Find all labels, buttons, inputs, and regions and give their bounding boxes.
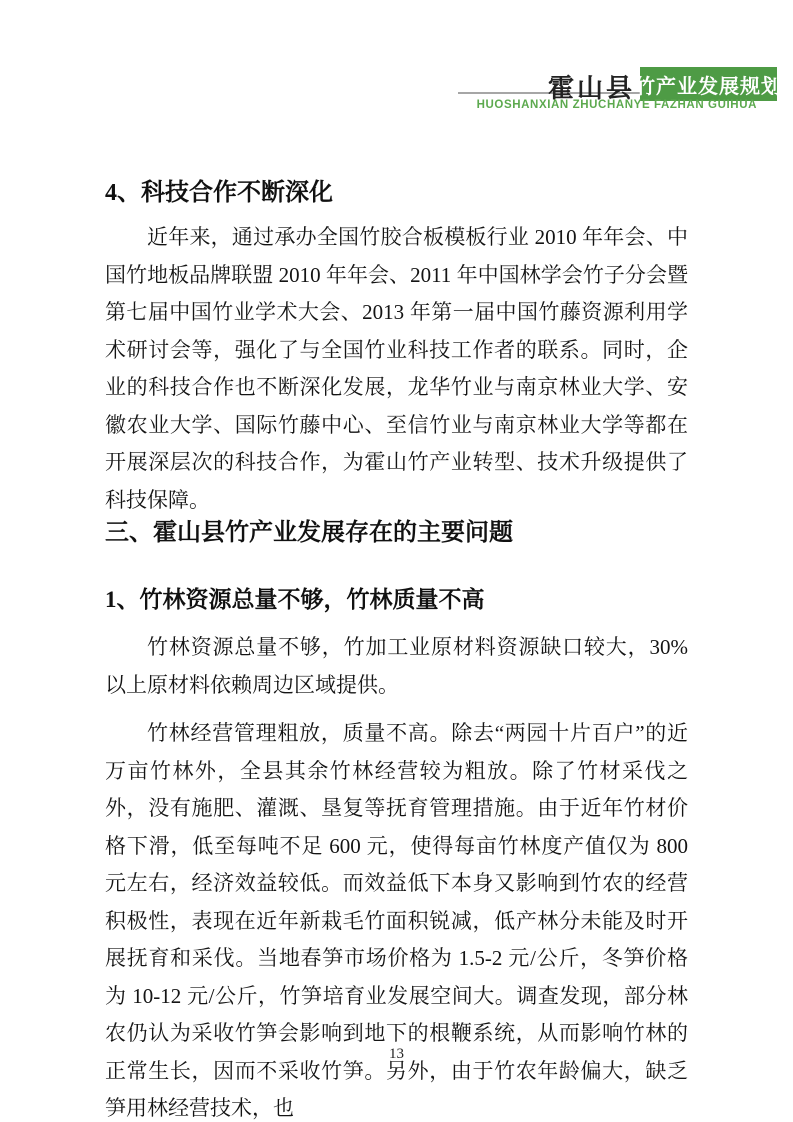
county-name: 霍山县: [547, 74, 635, 103]
heading-resource-shortage: 1、竹林资源总量不够，竹林质量不高: [105, 587, 485, 612]
paragraph-resource-shortage: 竹林资源总量不够，竹加工业原材料资源缺口较大，30%以上原材料依赖周边区域提供。: [105, 635, 688, 697]
report-title-badge: 竹产业发展规划: [640, 67, 777, 101]
page-number: 13: [389, 1046, 404, 1062]
paragraph-forest-management: 竹林经营管理粗放，质量不高。除去“两园十片百户”的近万亩竹林外，全县其余竹林经营较为粗放。除了竹材采伐之外，没有施肥、灌溉、垦复等抚育管理措施。由于近年竹材价格下滑，低至每吨不足 600 元，使得每亩竹林度产值仅为 800 元左右，经济效益较低。而效益低下本身又影响到竹农的经营积极性，表现在近年新栽毛竹面积锐减，低产林分未能及时开展抚育和采伐。当地春笋市场价格为 1.5-2 元/公斤，冬笋价格为 10-12 元/公斤，竹笋培育业发展空间大。调查发现，部分林农仍认为采收竹笋会影响到地下的根鞭系统，从而影响竹林的正常生长，因而不采收竹笋。另外，由于竹农年龄偏大，缺乏笋用林经营技术，也: [105, 721, 688, 1120]
paragraph-science-cooperation: 近年来，通过承办全国竹胶合板模板行业 2010 年年会、中国竹地板品牌联盟 2010 年年会、2011 年中国林学会竹子分会暨第七届中国竹业学术大会、2013 年第一届中国竹藤资源利用学术研讨会等，强化了与全国竹业科技工作者的联系。同时，企业的科技合作也不断深化发展，龙华竹业与南京林业大学、安徽农业大学、国际竹藤中心、至信竹业与南京林业大学等都在开展深层次的科技合作，为霍山竹产业转型、技术升级提供了科技保障。: [105, 225, 688, 512]
heading-science-cooperation: 4、科技合作不断深化: [105, 180, 333, 206]
header-subtitle-pinyin: HUOSHANXIAN ZHUCHANYE FAZHAN GUIHUA: [476, 99, 757, 111]
heading-main-problems: 三、霍山县竹产业发展存在的主要问题: [105, 520, 513, 546]
